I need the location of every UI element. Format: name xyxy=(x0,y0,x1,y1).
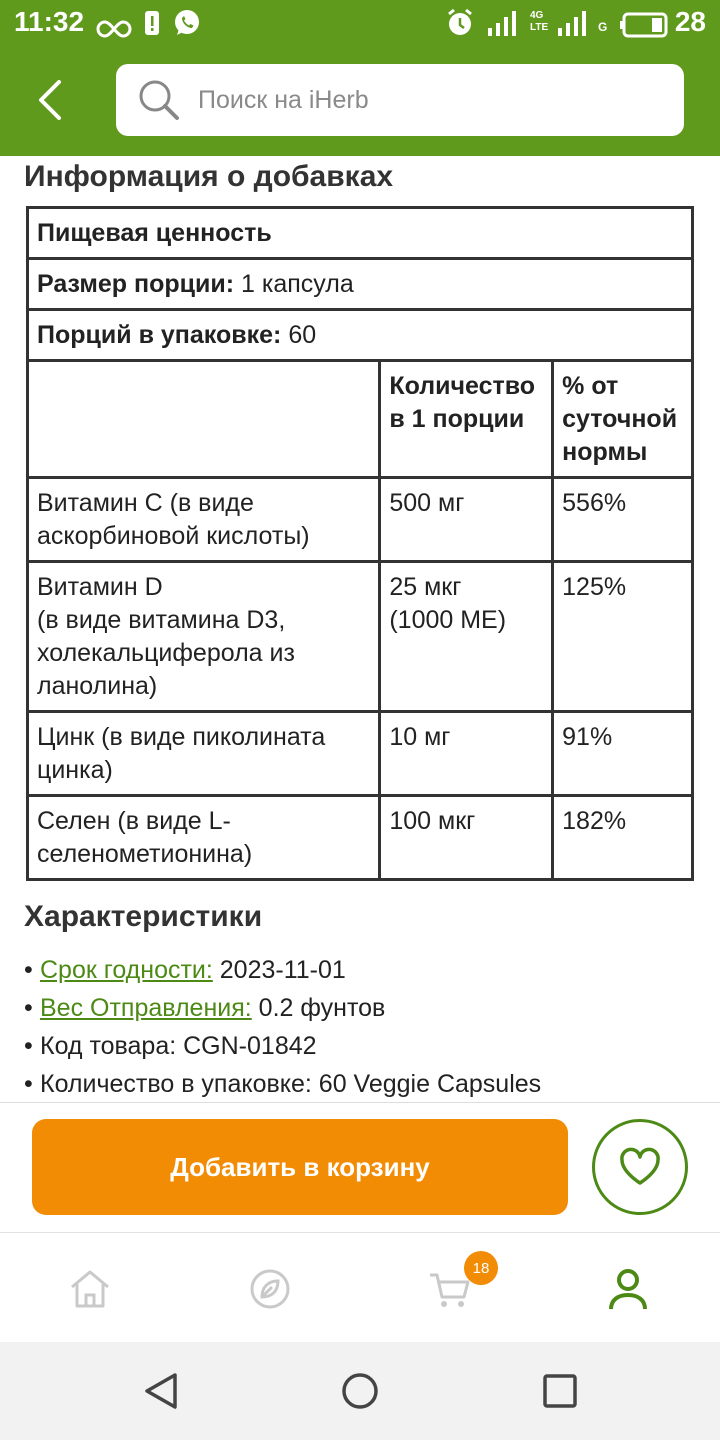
whatsapp-icon xyxy=(172,8,202,38)
system-navigation-bar xyxy=(0,1342,720,1440)
table-row xyxy=(28,712,693,796)
back-arrow-icon xyxy=(35,78,65,122)
nutrition-table xyxy=(26,206,694,881)
nutrition-table-header: Пищевая ценность xyxy=(28,208,693,259)
shipping-weight-link[interactable]: Вес Отправления: xyxy=(40,994,252,1022)
circle-home-icon xyxy=(340,1371,380,1411)
triangle-back-icon xyxy=(143,1372,179,1410)
expiry-date-link[interactable]: Срок годности: xyxy=(40,956,213,984)
serving-size-row xyxy=(28,259,693,310)
nutrient-name: Витамин D (в виде витамина D3, холекальциферола из ланолина) xyxy=(28,562,380,712)
nav-account[interactable] xyxy=(598,1261,658,1317)
supplement-info-title: Информация о добавках xyxy=(24,160,394,193)
account-icon xyxy=(606,1267,650,1311)
alert-notification-icon xyxy=(144,8,160,38)
list-item: • Код товара: CGN-01842 xyxy=(24,1032,317,1060)
search-placeholder: Поиск на iHerb xyxy=(198,85,369,114)
cart-count-badge: 18 xyxy=(464,1251,498,1285)
nav-explore[interactable] xyxy=(240,1261,300,1317)
nutrient-daily-value: 556% xyxy=(553,478,693,562)
status-bar xyxy=(0,0,720,46)
square-recents-icon xyxy=(542,1373,578,1409)
expiry-date-value: 2023-11-01 xyxy=(219,956,346,984)
nutrient-name: Селен (в виде L-селенометионина) xyxy=(28,796,380,880)
lte-label: 4G LTE xyxy=(530,10,549,33)
search-icon xyxy=(138,79,180,121)
characteristics-list xyxy=(24,951,704,1102)
table-row xyxy=(28,562,693,712)
package-quantity: Количество в упаковке: 60 Veggie Capsules xyxy=(40,1070,542,1098)
list-item: • Вес Отправления: 0.2 фунтов xyxy=(24,994,386,1022)
column-header-amount: Количество в 1 порции xyxy=(380,361,553,478)
list-item: • Срок годности: 2023-11-01 xyxy=(24,956,346,984)
add-to-cart-button[interactable]: Добавить в корзину xyxy=(32,1119,568,1215)
back-button[interactable] xyxy=(22,70,78,130)
signal-icon-sim2 xyxy=(556,8,592,38)
servings-per-container-row xyxy=(28,310,693,361)
nutrient-name: Цинк (в виде пиколината цинка) xyxy=(28,712,380,796)
table-row xyxy=(28,796,693,880)
characteristics-title: Характеристики xyxy=(24,900,263,933)
nav-home[interactable] xyxy=(60,1261,120,1317)
action-bar xyxy=(0,1102,720,1232)
app-header xyxy=(0,0,720,156)
heart-icon xyxy=(618,1147,662,1187)
explore-icon xyxy=(248,1267,292,1311)
bottom-navigation xyxy=(0,1232,720,1342)
table-row xyxy=(28,478,693,562)
home-icon xyxy=(68,1267,112,1311)
nutrient-daily-value: 125% xyxy=(553,562,693,712)
signal-icon xyxy=(486,8,522,38)
system-recents-button[interactable] xyxy=(535,1366,585,1416)
column-header-daily: % от суточной нормы xyxy=(553,361,693,478)
system-back-button[interactable] xyxy=(136,1366,186,1416)
alarm-icon xyxy=(446,8,474,38)
serving-size-label: Размер порции: xyxy=(37,270,235,298)
system-home-button[interactable] xyxy=(335,1366,385,1416)
nutrient-amount: 25 мкг (1000 МЕ) xyxy=(380,562,553,712)
infinity-icon xyxy=(96,14,132,44)
sim2-label: G xyxy=(598,20,608,34)
product-details xyxy=(0,156,720,1102)
status-time: 11:32 xyxy=(14,6,85,37)
servings-label: Порций в упаковке: xyxy=(37,321,282,349)
nutrient-amount: 10 мг xyxy=(380,712,553,796)
column-header-empty xyxy=(28,361,380,478)
nutrient-amount: 100 мкг xyxy=(380,796,553,880)
serving-size-value: 1 капсула xyxy=(241,270,354,298)
wishlist-button[interactable] xyxy=(592,1119,688,1215)
battery-level: 28 xyxy=(674,6,706,37)
list-item: • Количество в упаковке: 60 Veggie Capsules xyxy=(24,1070,542,1098)
nutrient-amount: 500 мг xyxy=(380,478,553,562)
search-input[interactable] xyxy=(116,64,684,136)
servings-value: 60 xyxy=(288,321,317,349)
product-code: Код товара: CGN-01842 xyxy=(40,1032,317,1060)
shipping-weight-value: 0.2 фунтов xyxy=(258,994,386,1022)
nutrient-name: Витамин C (в виде аскорбиновой кислоты) xyxy=(28,478,380,562)
nutrient-daily-value: 182% xyxy=(553,796,693,880)
nutrient-daily-value: 91% xyxy=(553,712,693,796)
battery-icon xyxy=(620,10,668,40)
